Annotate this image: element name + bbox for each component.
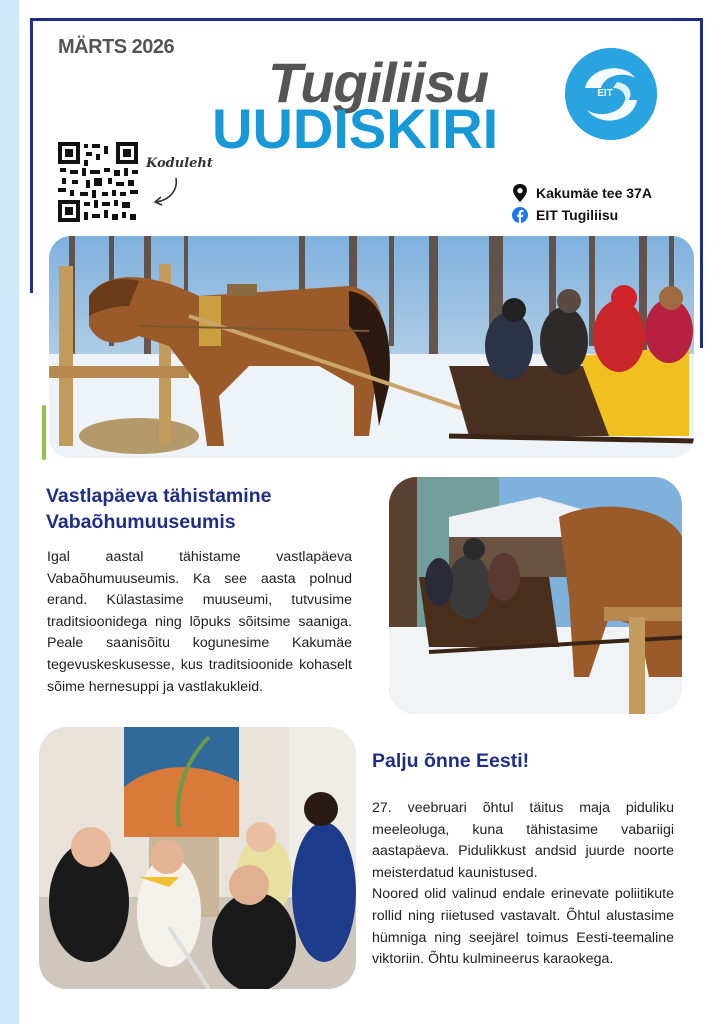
article2-paragraph1: 27. veebruari õhtul täitus maja piduliku meeleoluga, kuna tähistasime vabariigi aastapäeva. Pidulikkust andsid juurde noorte meisterdatud kaunistused. [372, 800, 674, 881]
article2-paragraph2: Noored olid valinud endale erinevate poliitikute rollid ning riietused vastavalt. Õhtul alustasime hümniga ning seejärel toimus Eesti-teemaline viktoriin. Õhtu kulmineerus karaokega. [372, 886, 674, 968]
logo-text: EIT [597, 88, 613, 99]
photo-horse-sleigh-forest [49, 236, 694, 458]
qr-code[interactable] [58, 142, 138, 222]
frame-left-line [30, 18, 33, 293]
facebook-row[interactable] [512, 204, 652, 226]
facebook-icon [512, 207, 528, 223]
photo-sleigh-passengers [389, 477, 682, 714]
newsletter-title-line1: Tugiliisu [268, 51, 489, 114]
location-pin-icon [512, 184, 528, 202]
article2-body [372, 798, 674, 971]
frame-top-line [30, 18, 703, 21]
newsletter-title-line2: UUDISKIRI [212, 97, 499, 160]
facebook-page-link[interactable]: EIT Tugiliisu [536, 207, 619, 223]
frame-green-accent [42, 405, 46, 460]
contact-info [512, 182, 652, 226]
article1-body [47, 547, 352, 698]
article2-title: Palju õnne Eesti! [372, 750, 530, 772]
address-row [512, 182, 652, 204]
qr-code-icon [58, 142, 138, 222]
left-decorative-stripe [0, 0, 19, 1024]
address-text: Kakumäe tee 37A [536, 185, 652, 201]
photo-independence-day-party [39, 727, 356, 989]
issue-date: MÄRTS 2026 [58, 36, 175, 58]
frame-right-line [700, 18, 703, 348]
article1-title: Vastlapäeva tähistamine Vabaõhumuuseumis [46, 485, 272, 533]
eit-logo [565, 48, 657, 140]
curved-arrow-icon [150, 176, 182, 208]
qr-code-label: Koduleht [146, 156, 213, 171]
article1-paragraph: Igal aastal tähistame vastlapäeva Vabaõhumuuseumis. Ka see aasta polnud erand. Külastasime muuseumi, tutvusime traditsioonidega ning lõpuks sõitsime saaniga. Peale saanisõitu kogunesime Kakumäe tegevuskeskusesse, kus traditsioonide kohaselt sõime hernesuppi ja vastlakukleid. [47, 549, 352, 695]
